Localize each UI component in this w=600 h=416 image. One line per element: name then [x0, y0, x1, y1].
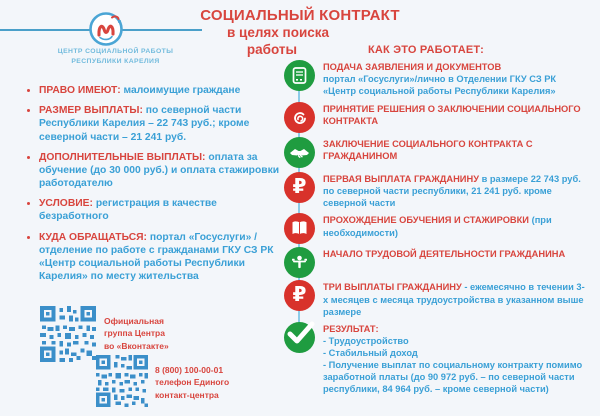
bullet-label: ДОПОЛНИТЕЛЬНЫЕ ВЫПЛАТЫ: — [39, 151, 206, 163]
phone-caption-line3: контакт-центра — [155, 389, 219, 400]
worker-icon — [284, 247, 315, 278]
step-label: РЕЗУЛЬТАТ: — [323, 323, 379, 334]
step-text: в размере 22 743 руб. по северной части республики, 21 241 руб. кроме северной части — [323, 174, 581, 209]
bullet-text: по северной части Республики Карелия – 22 743 руб.; кроме северной части – 21 241 руб. — [39, 105, 250, 143]
step-application — [284, 60, 586, 97]
handshake-icon — [284, 137, 315, 168]
open-book-icon — [284, 213, 315, 244]
vk-caption-line2: группа Центра — [104, 328, 165, 339]
bullet-dot-icon — [27, 202, 30, 205]
result-item: - Трудоустройство — [323, 335, 409, 346]
page-title-line1: СОЦИАЛЬНЫЙ КОНТРАКТ — [200, 7, 400, 24]
phone-qr-code — [96, 355, 148, 407]
bullet-label: КУДА ОБРАЩАТЬСЯ: — [39, 231, 147, 243]
bullet-label: ПРАВО ИМЕЮТ: — [39, 85, 121, 96]
bullet-text: малоимущие граждане — [123, 85, 241, 96]
bullet-dot-icon — [27, 89, 30, 92]
phone-caption-line2: телефон Единого — [155, 377, 230, 388]
vk-qr-caption — [104, 315, 169, 352]
result-item: - Получение выплат по социальному контракту помимо заработной платы (до 90 972 руб. – по северной части республики, 84 964 руб. – кроме северной части) — [323, 359, 583, 395]
bullet-text: регистрация в качестве безработного — [39, 198, 217, 223]
how-it-works-steps — [284, 60, 586, 395]
step-text: портал «Госуслуги»/лично в Отделении ГКУ СЗ РК «Центр социальной работы Республики Карелия» — [323, 74, 557, 97]
bullet-dot-icon — [27, 109, 30, 112]
step-label: ЗАКЛЮЧЕНИЕ СОЦИАЛЬНОГО КОНТРАКТА С ГРАЖДАНИНОМ — [323, 139, 533, 162]
vk-qr-code — [40, 306, 96, 362]
step-label: ТРИ ВЫПЛАТЫ ГРАЖДАНИНУ — [323, 282, 462, 293]
conditions-list — [26, 84, 280, 290]
page-title-line2: в целях поиска — [226, 25, 330, 40]
vk-caption-line1: Официальная — [104, 316, 164, 326]
step-contract-signing — [284, 137, 586, 168]
check-icon — [284, 322, 315, 353]
ruble-icon: ₽ — [284, 172, 315, 203]
decision-loop-icon — [284, 102, 315, 133]
how-it-works-header: КАК ЭТО РАБОТАЕТ: — [368, 44, 485, 56]
list-item — [26, 84, 280, 97]
page-title-line3: работы — [246, 42, 298, 57]
bullet-label: УСЛОВИЕ: — [39, 198, 93, 210]
phone-number: 8 (800) 100-00-01 — [155, 365, 224, 375]
step-label: ПРИНЯТИЕ РЕШЕНИЯ О ЗАКЛЮЧЕНИИ СОЦИАЛЬНОГО КОНТРАКТА — [323, 104, 581, 127]
bullet-label: РАЗМЕР ВЫПЛАТЫ: — [39, 105, 143, 117]
list-item — [26, 231, 280, 284]
step-first-payment — [284, 172, 586, 209]
step-label: ПОДАЧА ЗАЯВЛЕНИЯ И ДОКУМЕНТОВ — [323, 62, 502, 72]
list-item — [26, 104, 280, 144]
bullet-dot-icon — [27, 156, 30, 159]
result-item: - Стабильный доход — [323, 347, 418, 358]
step-label: ПЕРВАЯ ВЫПЛАТА ГРАЖДАНИНУ — [323, 174, 479, 185]
step-label: ПРОХОЖДЕНИЕ ОБУЧЕНИЯ И СТАЖИРОВКИ — [323, 215, 529, 226]
step-text: - ежемесячно в течении 3-х месяцев с месяца трудоустройства в указанном выше размере — [323, 282, 585, 317]
bullet-text: портал «Госуслуги» / отделение по работе с гражданами ГКУ СЗ РК «Центр социальной работы Республики Карелия» по месту жительства — [39, 231, 274, 283]
logo-caption-line2: РЕСПУБЛИКИ КАРЕЛИЯ — [71, 57, 160, 65]
step-text: (при необходимости) — [323, 215, 552, 238]
step-training — [284, 213, 586, 244]
step-decision — [284, 102, 586, 133]
phone-qr-caption — [155, 364, 229, 401]
bullet-dot-icon — [27, 236, 30, 239]
step-three-payments — [284, 280, 586, 317]
logo-caption-line1: ЦЕНТР СОЦИАЛЬНОЙ РАБОТЫ — [57, 48, 174, 55]
step-result — [284, 322, 586, 395]
step-label: НАЧАЛО ТРУДОВОЙ ДЕЯТЕЛЬНОСТИ ГРАЖДАНИНА — [323, 249, 566, 260]
vk-caption-line3: во «Вконтакте» — [104, 340, 169, 351]
bullet-text: оплата за обучение (до 30 000 руб.) и оплата стажировки работодателю — [39, 151, 280, 190]
step-employment-start — [284, 247, 586, 278]
list-item — [26, 151, 280, 191]
ruble-icon: ₽ — [284, 280, 315, 311]
application-form-icon — [284, 60, 315, 91]
list-item — [26, 197, 280, 223]
center-logo-icon — [81, 5, 131, 55]
